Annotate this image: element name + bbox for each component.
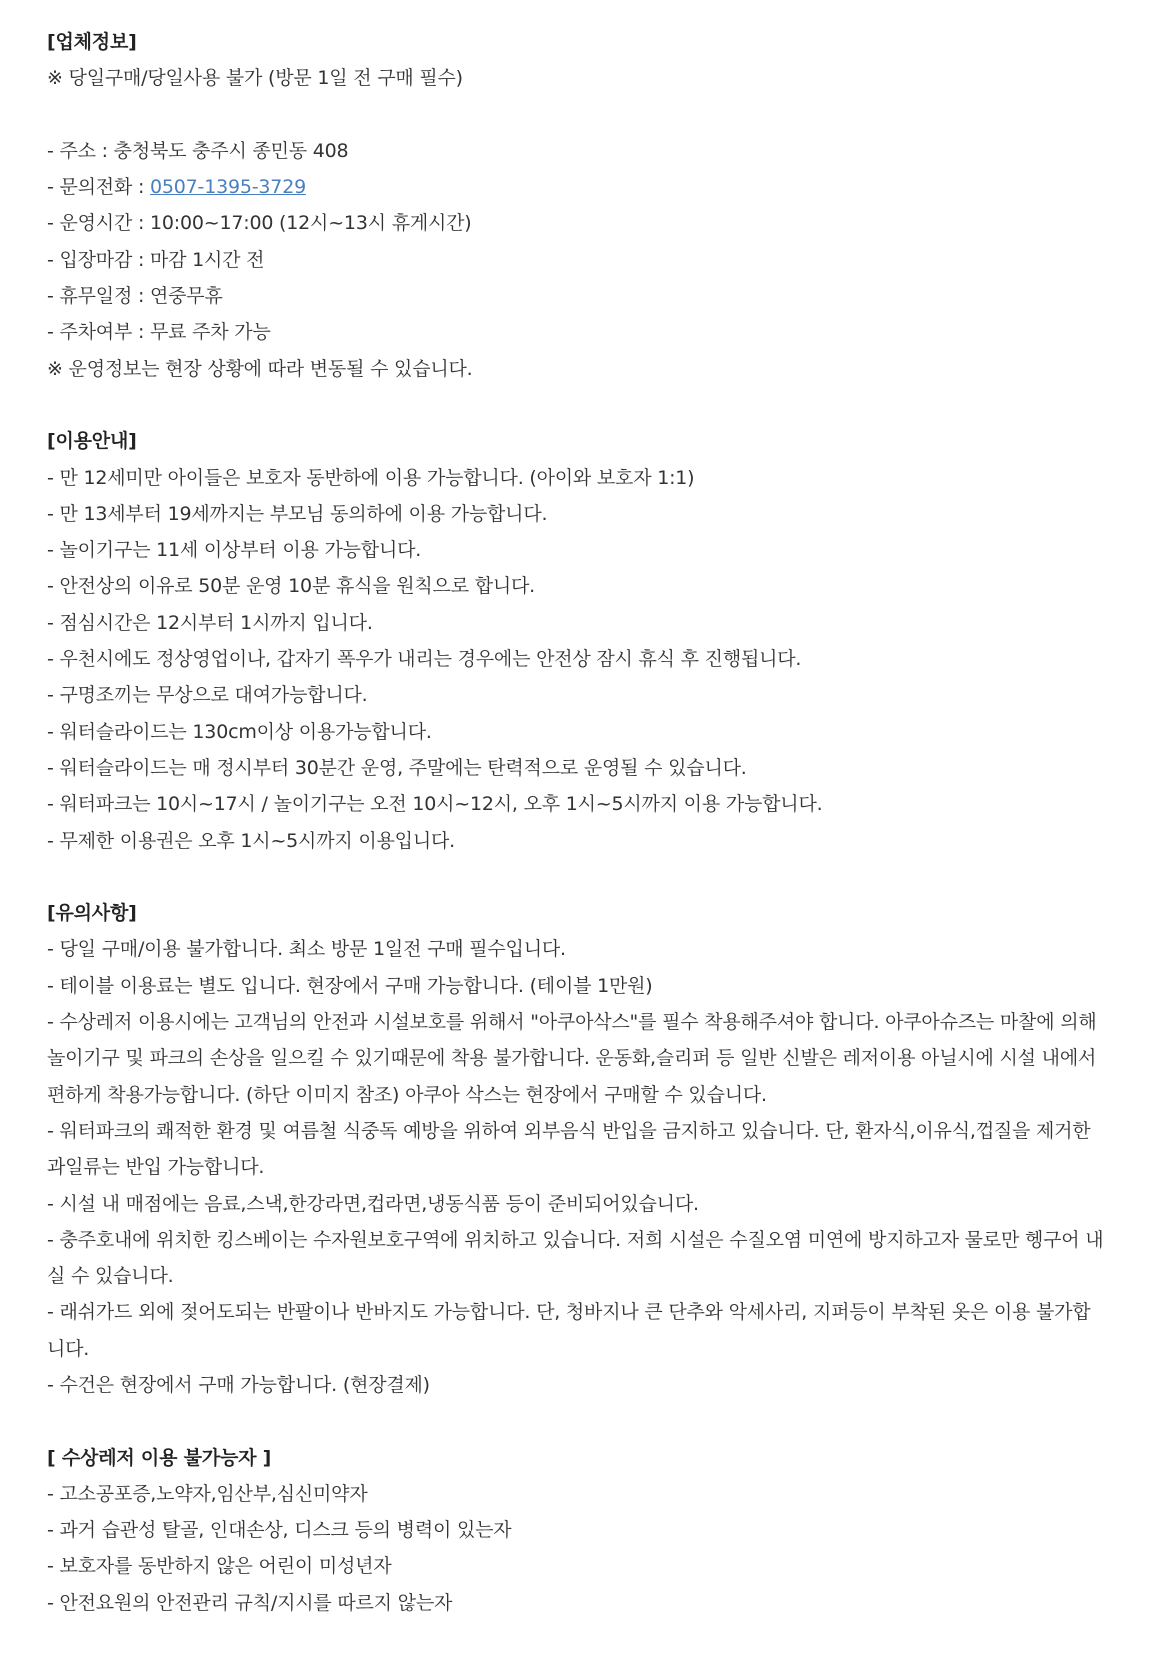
restricted-item: - 고소공포증,노약자,임산부,심신미약자 <box>47 1482 368 1505</box>
usage-item: - 워터슬라이드는 130cm이상 이용가능합니다. <box>47 720 432 743</box>
spacer <box>47 97 1107 133</box>
company-info-heading: [업체정보] <box>47 31 137 53</box>
restricted-item: - 보호자를 동반하지 않은 어린이 미성년자 <box>47 1555 392 1578</box>
usage-item: - 점심시간은 12시부터 1시까지 입니다. <box>47 611 373 634</box>
phone-link[interactable]: 0507-1395-3729 <box>150 176 306 199</box>
caution-item: - 당일 구매/이용 불가합니다. 최소 방문 1일전 구매 필수입니다. <box>47 938 566 961</box>
spacer <box>47 387 1107 423</box>
cautions-heading: [유의사항] <box>47 902 137 925</box>
company-info-section <box>47 24 1107 387</box>
cautions-section <box>47 895 1107 1403</box>
usage-item: - 만 12세미만 아이들은 보호자 동반하에 이용 가능합니다. (아이와 보호자 1:1) <box>47 466 695 489</box>
usage-item: - 워터파크는 10시~17시 / 놀이기구는 오전 10시~12시, 오후 1시~5시까지 이용 가능합니다. <box>47 793 823 816</box>
caution-item: - 워터파크의 쾌적한 환경 및 여름철 식중독 예방을 위하여 외부음식 반입을 금지하고 있습니다. 단, 환자식,이유식,껍질을 제거한 과일류는 반입 가능합니다. <box>47 1119 1091 1179</box>
usage-item: - 우천시에도 정상영업이나, 갑자기 폭우가 내리는 경우에는 안전상 잠시 휴식 후 진행됩니다. <box>47 648 802 671</box>
caution-item: - 테이블 이용료는 별도 입니다. 현장에서 구매 가능합니다. (테이블 1만원) <box>47 974 653 997</box>
phone-label: - 문의전화 : <box>47 176 150 199</box>
caution-item: - 수상레저 이용시에는 고객님의 안전과 시설보호를 위해서 "아쿠아삭스"를 필수 착용해주셔야 합니다. 아쿠아슈즈는 마찰에 의해 놀이기구 및 파크의 손상을 일으킬 수 있기때문에 착용 불가합니다. 운동화,슬리퍼 등 일반 신발은 레저이용 아닐시에 시설 내에서 편하게 착용가능합니다. (하단 이미지 참조) 아쿠아 삭스는 현장에서 구매할 수 있습니다. <box>47 1011 1097 1106</box>
usage-guide-heading: [이용안내] <box>47 430 137 453</box>
usage-guide-section <box>47 423 1107 859</box>
caution-item: - 수건은 현장에서 구매 가능합니다. (현장결제) <box>47 1373 430 1396</box>
disclaimer-line: ※ 운영정보는 현장 상황에 따라 변동될 수 있습니다. <box>47 357 473 380</box>
caution-item: - 시설 내 매점에는 음료,스낵,한강라면,컵라면,냉동식품 등이 준비되어있습니다. <box>47 1192 699 1215</box>
caution-item: - 충주호내에 위치한 킹스베이는 수자원보호구역에 위치하고 있습니다. 저희 시설은 수질오염 미연에 방지하고자 물로만 헹구어 내실 수 있습니다. <box>47 1228 1104 1288</box>
restricted-item: - 안전요원의 안전관리 규칙/지시를 따르지 않는자 <box>47 1591 453 1614</box>
usage-item: - 구명조끼는 무상으로 대여가능합니다. <box>47 684 368 707</box>
entry-close-line: - 입장마감 : 마감 1시간 전 <box>47 248 265 271</box>
hours-line: - 운영시간 : 10:00~17:00 (12시~13시 휴게시간) <box>47 212 472 235</box>
phone-line <box>47 169 1107 205</box>
usage-item: - 워터슬라이드는 매 정시부터 30분간 운영, 주말에는 탄력적으로 운영될 수 있습니다. <box>47 756 747 779</box>
usage-item: - 놀이기구는 11세 이상부터 이용 가능합니다. <box>47 539 422 562</box>
parking-line: - 주차여부 : 무료 주차 가능 <box>47 321 271 344</box>
address-line: - 주소 : 충청북도 충주시 종민동 408 <box>47 139 349 162</box>
restricted-users-section <box>47 1440 1107 1621</box>
caution-item: - 래쉬가드 외에 젖어도되는 반팔이나 반바지도 가능합니다. 단, 청바지나 큰 단추와 악세사리, 지퍼등이 부착된 옷은 이용 불가합니다. <box>47 1301 1091 1360</box>
purchase-notice: ※ 당일구매/당일사용 불가 (방문 1일 전 구매 필수) <box>47 67 463 90</box>
usage-item: - 안전상의 이유로 50분 운영 10분 휴식을 원칙으로 합니다. <box>47 575 536 598</box>
spacer <box>47 1403 1107 1439</box>
restricted-users-heading: [ 수상레저 이용 불가능자 ] <box>47 1446 272 1469</box>
holidays-line: - 휴무일정 : 연중무휴 <box>47 285 223 308</box>
usage-item: - 무제한 이용권은 오후 1시~5시까지 이용입니다. <box>47 829 455 852</box>
spacer <box>47 859 1107 895</box>
restricted-item: - 과거 습관성 탈골, 인대손상, 디스크 등의 병력이 있는자 <box>47 1519 512 1542</box>
usage-item: - 만 13세부터 19세까지는 부모님 동의하에 이용 가능합니다. <box>47 502 548 525</box>
